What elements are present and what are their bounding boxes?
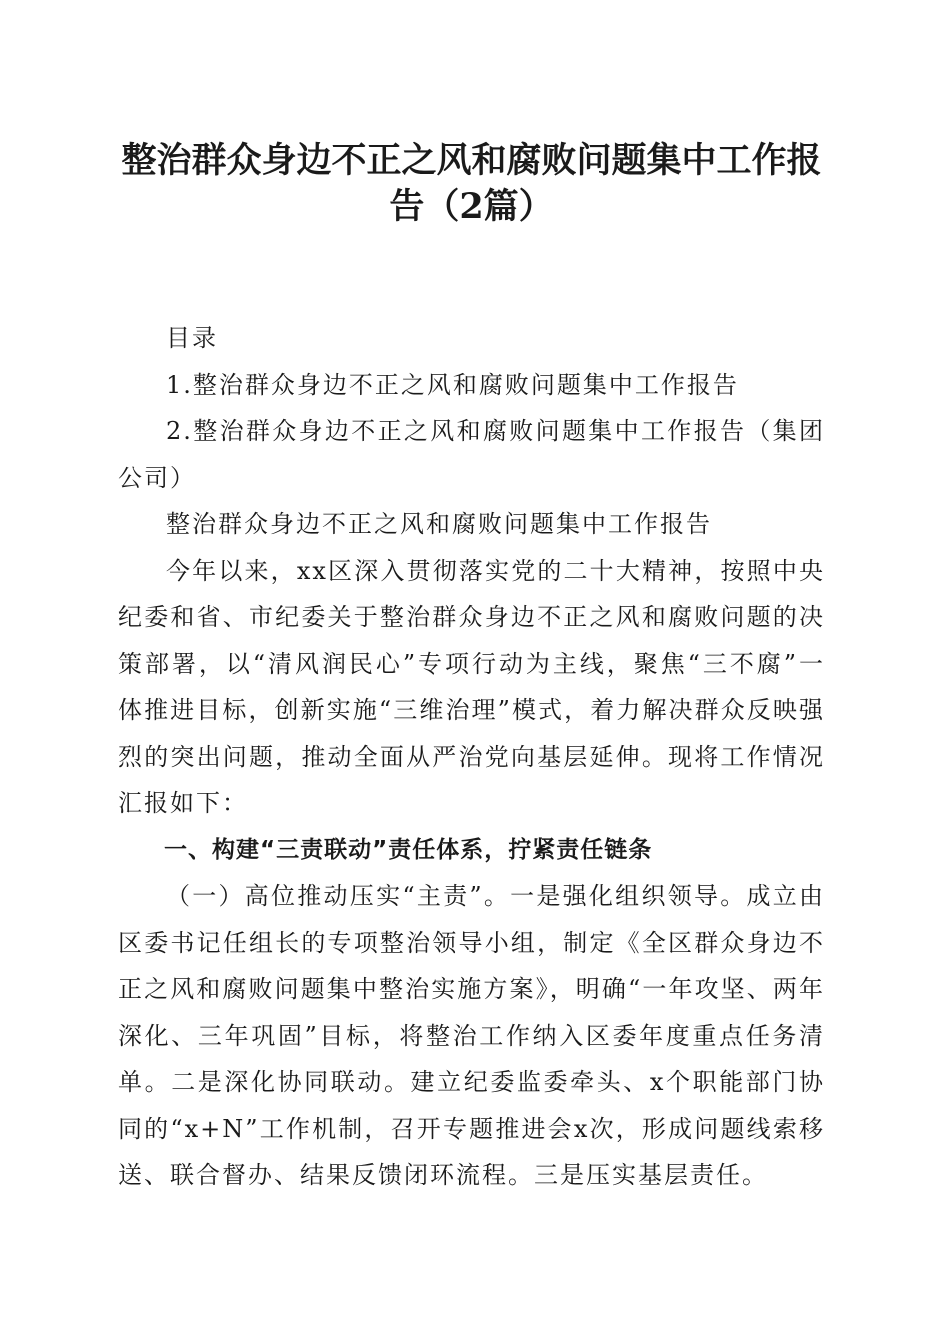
document-title	[118, 138, 825, 230]
toc-item: 2.整治群众身边不正之风和腐败问题集中工作报告（集团公司）	[118, 417, 825, 492]
title-line-1: 整治群众身边不正之风和腐败问题集中工作报	[121, 140, 822, 181]
heading-level-1: 一、构建“三责联动”责任体系，拧紧责任链条	[164, 836, 653, 863]
document-body	[118, 315, 825, 1199]
document-page	[118, 128, 825, 1199]
body-paragraph: （一）高位推动压实“主责”。一是强化组织领导。成立由区委书记任组长的专项整治领导小组，制定《全区群众身边不正之风和腐败问题集中整治实施方案》，明确“一年攻坚、两年深化、三年巩固”目标，将整治工作纳入区委年度重点任务清单。二是深化协同联动。建立纪委监委牵头、x个职能部门协同的“x+N”工作机制，召开专题推进会x次，形成问题线索移送、联合督办、结果反馈闭环流程。三是压实基层责任。	[118, 882, 825, 1189]
toc-item: 1.整治群众身边不正之风和腐败问题集中工作报告	[166, 370, 739, 399]
section-title: 整治群众身边不正之风和腐败问题集中工作报告	[166, 510, 712, 538]
toc-heading: 目录	[166, 324, 218, 352]
intro-paragraph: 今年以来，xx区深入贯彻落实党的二十大精神，按照中央纪委和省、市纪委关于整治群众身边不正之风和腐败问题的决策部署，以“清风润民心”专项行动为主线，聚焦“三不腐”一体推进目标，创新实施“三维治理”模式，着力解决群众反映强烈的突出问题，推动全面从严治党向基层延伸。现将工作情况汇报如下：	[118, 556, 825, 817]
title-line-2: 告（2篇）	[389, 186, 554, 227]
